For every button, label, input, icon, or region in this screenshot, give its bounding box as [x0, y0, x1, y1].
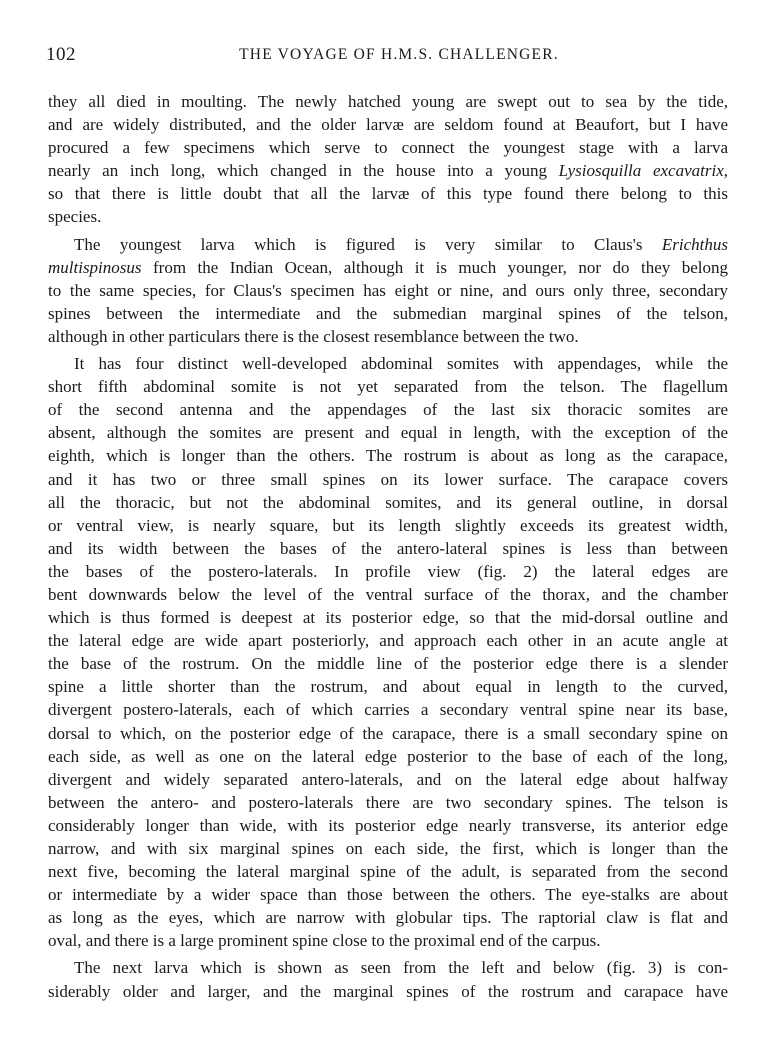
- text-line: The next larva which is shown as seen from the left and below (fig. 3) is con-: [74, 958, 728, 978]
- text-line: each side, as well as one on the lateral edge posterior to the base of each of the long,: [48, 746, 728, 766]
- text-line: of the second antenna and the appendages of the last six thoracic somites are: [48, 400, 728, 420]
- text-line: divergent postero-laterals, each of which carries a secondary ventral spine near its base,: [48, 700, 728, 720]
- text-line: or ventral view, is nearly square, but its length slightly exceeds its greatest width,: [48, 515, 728, 535]
- text-line: which is thus formed is deepest at its posterior edge, so that the mid-dorsal outline and: [48, 608, 728, 628]
- text-line: considerably longer than wide, with its posterior edge nearly transverse, its anterior edge: [48, 815, 728, 835]
- text-line: all the thoracic, but not the abdominal somites, and its general outline, in dorsal: [48, 492, 728, 512]
- text-line: next five, becoming the lateral marginal spine of the adult, is separated from the second: [48, 862, 728, 882]
- text-line: the lateral edge are wide apart posteriorly, and approach each other in an acute angle at: [48, 631, 728, 651]
- text-line: procured a few specimens which serve to connect the youngest stage with a larva: [48, 138, 728, 158]
- text-line: dorsal to which, on the posterior edge of the carapace, there is a small secondary spine on: [48, 723, 728, 743]
- text-line: spines between the intermediate and the submedian marginal spines of the telson,: [48, 303, 728, 323]
- text-line: the base of the rostrum. On the middle line of the posterior edge there is a slender: [48, 654, 728, 674]
- text-line: divergent and widely separated antero-laterals, and on the lateral edge about halfway: [48, 769, 728, 789]
- paragraph-4: [48, 956, 728, 1002]
- text-line: between the antero- and postero-laterals there are two secondary spines. The telson is: [48, 792, 728, 812]
- text-line: and it has two or three small spines on its lower surface. The carapace covers: [48, 469, 728, 489]
- text-line: although in other particulars there is the closest resemblance between the two.: [48, 326, 579, 346]
- text-line: short fifth abdominal somite is not yet separated from the telson. The flagellum: [48, 377, 728, 397]
- text-line: The youngest larva which is figured is very similar to Claus's Erichthus: [74, 234, 728, 254]
- text-line: siderably older and larger, and the marginal spines of the rostrum and carapace have: [48, 981, 728, 1001]
- text-line: multispinosus from the Indian Ocean, although it is much younger, nor do they belong: [48, 257, 728, 277]
- page-header: [46, 44, 728, 68]
- paragraph-2: [48, 233, 728, 348]
- text-line: spine a little shorter than the rostrum, and about equal in length to the curved,: [48, 677, 728, 697]
- text-line: It has four distinct well-developed abdominal somites with appendages, while the: [74, 354, 728, 374]
- text-line: bent downwards below the level of the ventral surface of the thorax, and the chamber: [48, 584, 728, 604]
- text-line: and its width between the bases of the antero-lateral spines is less than between: [48, 538, 728, 558]
- text-line: they all died in moulting. The newly hatched young are swept out to sea by the tide,: [48, 92, 728, 111]
- paragraph-1: [48, 90, 728, 229]
- text-line: to the same species, for Claus's specimen has eight or nine, and ours only three, secondary: [48, 280, 728, 300]
- text-line: nearly an inch long, which changed in the house into a young Lysiosquilla excavatrix,: [48, 161, 728, 181]
- paragraph-3: [48, 352, 728, 952]
- text-line: species.: [48, 207, 102, 227]
- text-line: or intermediate by a wider space than those between the others. The eye-stalks are about: [48, 885, 728, 905]
- text-line: so that there is little doubt that all the larvæ of this type found there belong to this: [48, 184, 728, 204]
- text-line: and are widely distributed, and the older larvæ are seldom found at Beaufort, but I have: [48, 115, 728, 135]
- body-text: [48, 90, 728, 1007]
- page-number: 102: [46, 44, 76, 65]
- text-line: eighth, which is longer than the others. The rostrum is about as long as the carapace,: [48, 446, 728, 466]
- text-line: narrow, and with six marginal spines on each side, the first, which is longer than the: [48, 839, 728, 858]
- text-line: the bases of the postero-laterals. In profile view (fig. 2) the lateral edges are: [48, 561, 728, 581]
- running-head: THE VOYAGE OF H.M.S. CHALLENGER.: [239, 46, 559, 63]
- text-line: as long as the eyes, which are narrow with globular tips. The raptorial claw is flat and: [48, 908, 728, 928]
- text-line: absent, although the somites are present and equal in length, with the exception of the: [48, 423, 728, 443]
- text-line: oval, and there is a large prominent spine close to the proximal end of the carpus.: [48, 931, 601, 951]
